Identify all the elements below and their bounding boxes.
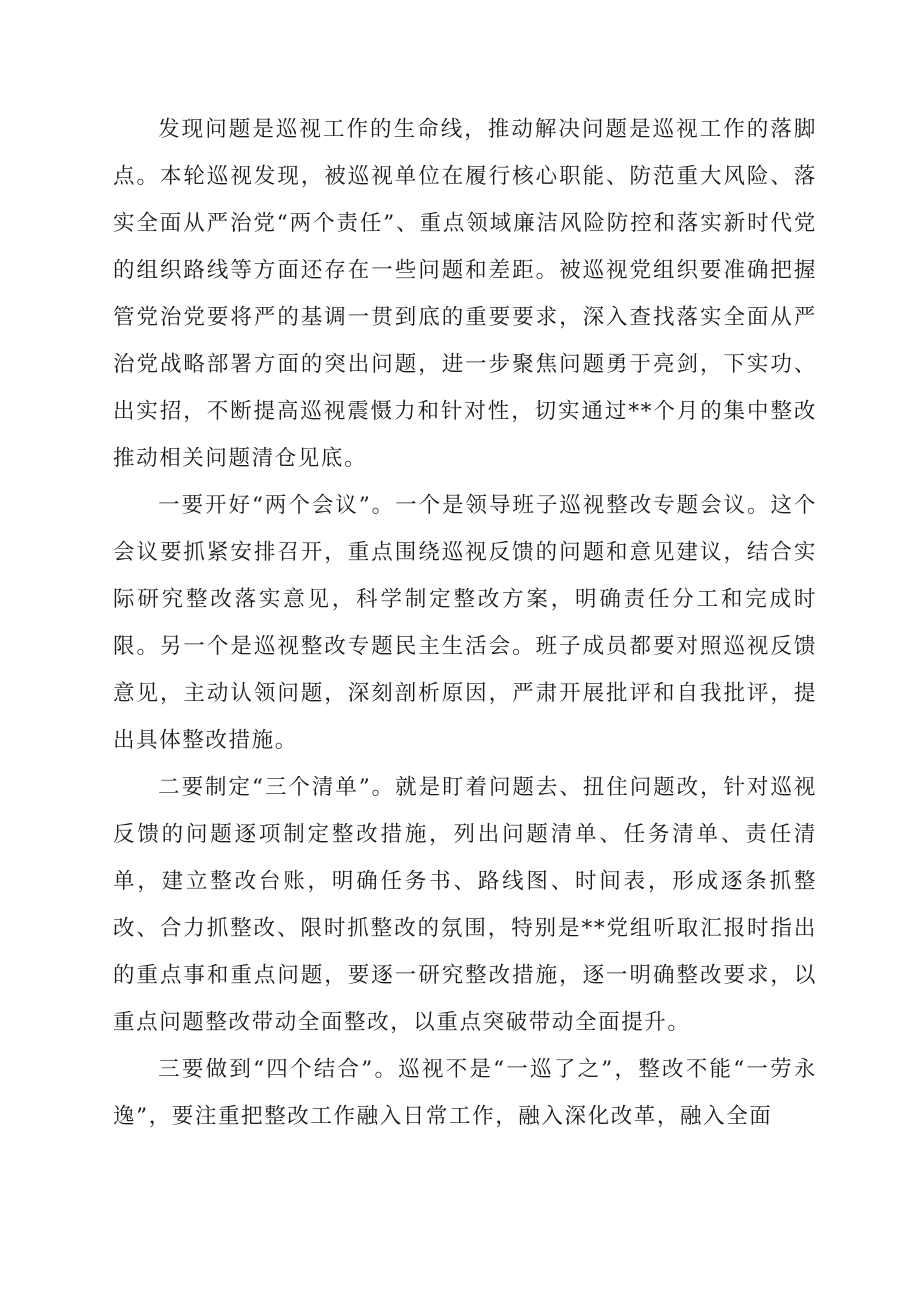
- paragraph-findings: 发现问题是巡视工作的生命线，推动解决问题是巡视工作的落脚点。本轮巡视发现，被巡视单位在履行核心职能、防范重大风险、落实全面从严治党“两个责任”、重点领域廉洁风险防控和落实新时代党的组织路线等方面还存在一些问题和差距。被巡视党组织要准确把握管党治党要将严的基调一贯到底的重要要求，深入查找落实全面从严治党战略部署方面的突出问题，进一步聚焦问题勇于亮剑，下实功、出实招，不断提高巡视震慑力和针对性，切实通过**个月的集中整改推动相关问题清仓见底。: [113, 117, 817, 471]
- paragraph-three-lists: 二要制定“三个清单”。就是盯着问题去、扭住问题改，针对巡视反馈的问题逐项制定整改措施，列出问题清单、任务清单、责任清单，建立整改台账，明确任务书、路线图、时间表，形成逐条抓整改、合力抓整改、限时抓整改的氛围，特别是**党组听取汇报时指出的重点事和重点问题，要逐一研究整改措施，逐一明确整改要求，以重点问题整改带动全面整改，以重点突破带动全面提升。: [113, 775, 817, 1035]
- paragraph-two-meetings: 一要开好“两个会议”。一个是领导班子巡视整改专题会议。这个会议要抓紧安排召开，重点围绕巡视反馈的问题和意见建议，结合实际研究整改落实意见，科学制定整改方案，明确责任分工和完成时限。另一个是巡视整改专题民主生活会。班子成员都要对照巡视反馈意见，主动认领问题，深刻剖析原因，严肃开展批评和自我批评，提出具体整改措施。: [113, 493, 817, 753]
- paragraph-four-combinations: 三要做到“四个结合”。巡视不是“一巡了之”，整改不能“一劳永逸”，要注重把整改工作融入日常工作，融入深化改革，融入全面: [113, 1057, 817, 1129]
- document-body: [113, 106, 817, 1140]
